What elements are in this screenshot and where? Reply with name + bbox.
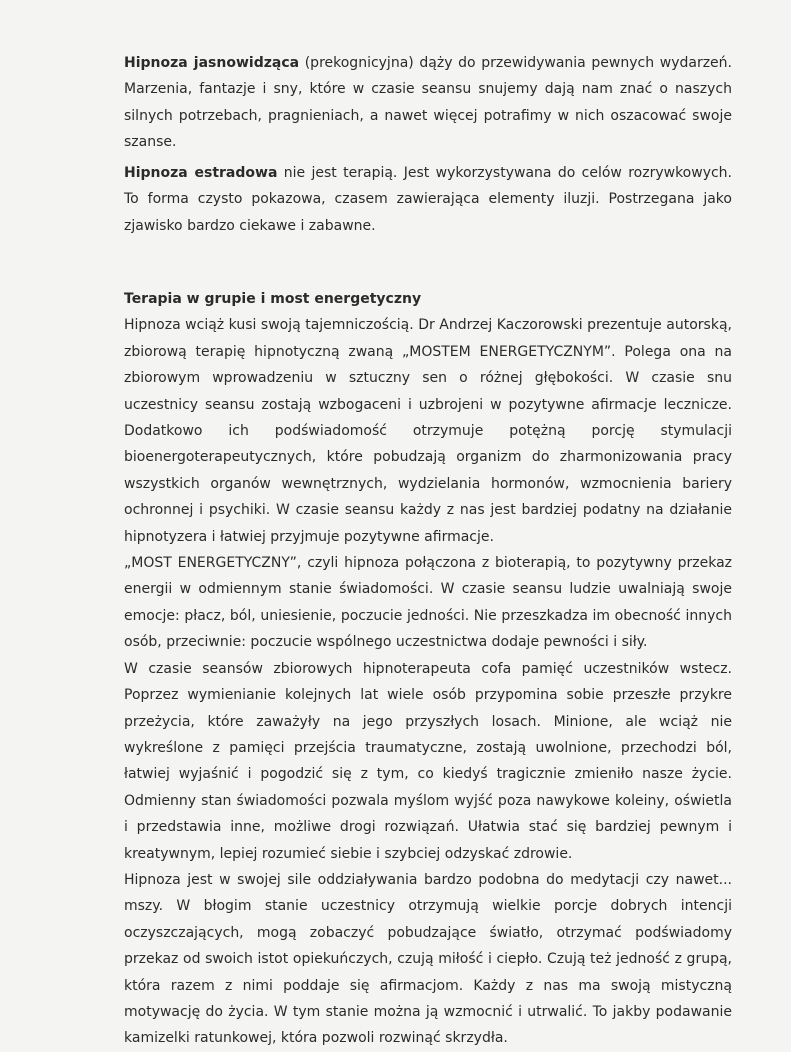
section-heading: Terapia w grupie i most energetyczny bbox=[124, 291, 422, 307]
paragraph-1-text: (prekognicyjna) dąży do przewidywania pewnych wydarzeń. Marzenia, fantazje i sny, które w czasie seansu snujemy dają nam znać o naszych silnych potrzebach, pragnieniach, a nawet więcej potrafimy w nich oszacować swoje szanse. bbox=[124, 55, 732, 151]
paragraph-hipnoza-jasnowidzaca bbox=[124, 50, 732, 156]
paragraph-2-text: nie jest terapią. Jest wykorzystywana do celów rozrywkowych. To forma czysto pokazowa, czasem zawierająca elementy iluzji. Postrzegana jako zjawisko bardzo ciekawe i zabawne. bbox=[124, 165, 733, 234]
section-terapia-w-grupie bbox=[124, 286, 732, 1052]
section-paragraph: W czasie seansów zbiorowych hipnoterapeuta cofa pamięć uczestników wstecz. Poprzez wymienianie kolejnych lat wiele osób przypomina sobie przeszłe przykre przeżycia, które zaważyły na jego przyszłych losach. Minione, ale wciąż nie wykreślone z pamięci przejścia traumatyczne, zostają uwolnione, przechodzi ból, łatwiej wyjaśnić i pogodzić się z tym, co kiedyś tragicznie zmieniło nasze życie. Odmienny stan świadomości pozwala myślom wyjść poza nawykowe koleiny, oświetla i przedstawia inne, możliwe drogi rozwiązań. Ułatwia stać się bardziej pewnym i kreatywnym, lepiej rozumieć siebie i szybciej odzyskać zdrowie. bbox=[124, 660, 732, 862]
term-hipnoza-estradowa: Hipnoza estradowa bbox=[124, 165, 278, 181]
section-paragraph: Hipnoza jest w swojej sile oddziaływania bardzo podobna do medytacji czy nawet... mszy. W błogim stanie uczestnicy otrzymują wielkie porcje dobrych intencji oczyszczających, mogą zobaczyć pobudzające światło, otrzymać podświadomy przekaz od swoich istot opiekuńczych, czują miłość i ciepło. Czują też jedność z grupą, która razem z nimi poddaje się afirmacjom. Każdy z nas ma swoją mistyczną motywację do życia. W tym stanie można ją wzmocnić i utrwalić. To jakby podawanie kamizelki ratunkowej, która pozwoli rozwinąć skrzydła. bbox=[124, 871, 732, 1047]
section-paragraph: Hipnoza wciąż kusi swoją tajemniczością. Dr Andrzej Kaczorowski prezentuje autorską, zbiorową terapię hipnotyczną zwaną „MOSTEM ENERGETYCZNYM”. Polega ona na zbiorowym wprowadzeniu w sztuczny sen o różnej głębokości. W czasie snu uczestnicy seansu zostają wzbogaceni i uzbrojeni w pozytywne afirmacje lecznicze. Dodatkowo ich podświadomość otrzymuje potężną porcję stymulacji bioenergoterapeutycznych, które pobudzają organizm do zharmonizowania pracy wszystkich organów wewnętrznych, wydzielania hormonów, wzmocnienia bariery ochronnej i psychiki. W czasie seansu każdy z nas jest bardziej podatny na działanie hipnotyzera i łatwiej przyjmuje pozytywne afirmacje. bbox=[124, 317, 732, 545]
paragraph-hipnoza-estradowa bbox=[124, 160, 732, 239]
section-paragraph: „MOST ENERGETYCZNY”, czyli hipnoza połączona z bioterapią, to pozytywny przekaz energii w odmiennym stanie świadomości. W czasie seansu ludzie uwalniają swoje emocje: płacz, ból, uniesienie, poczucie jedności. Nie przeszkadza im obecność innych osób, przeciwnie: poczucie wspólnego uczestnictwa dodaje pewności i siły. bbox=[124, 555, 732, 651]
term-hipnoza-jasnowidzaca: Hipnoza jasnowidząca bbox=[124, 55, 300, 71]
